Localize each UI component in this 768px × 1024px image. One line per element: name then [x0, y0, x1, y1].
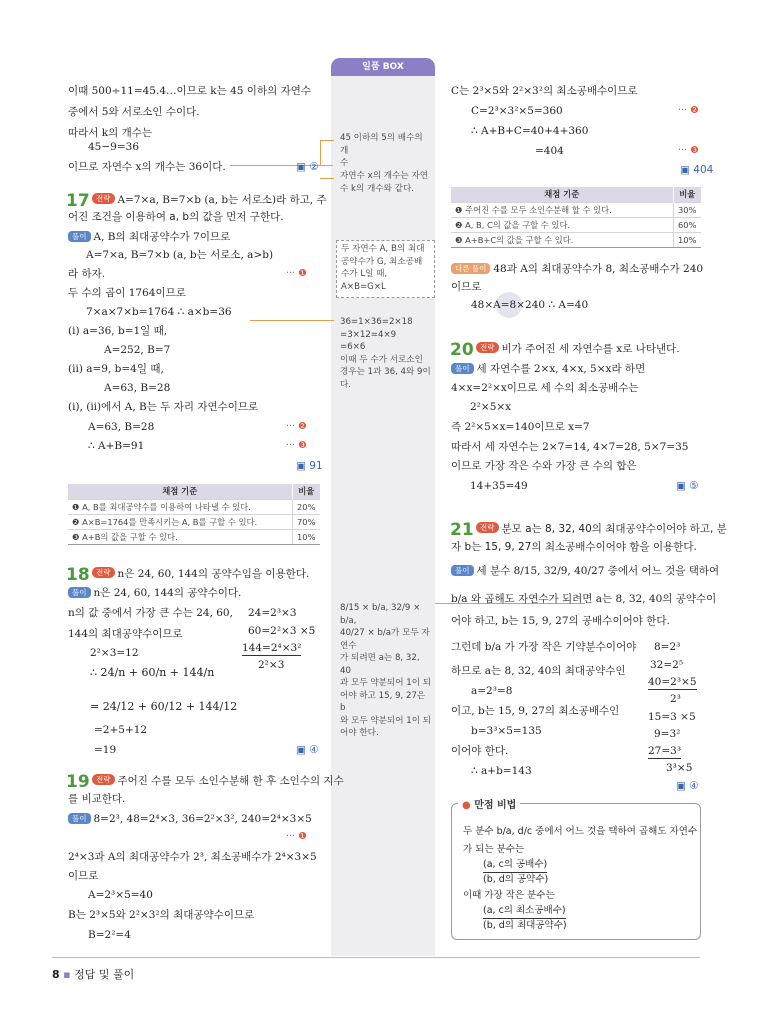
- strategy-badge: 전략: [92, 193, 115, 204]
- text-line: 이므로 자연수 x의 개수는 36이다.: [68, 161, 226, 173]
- scoring-table-17: [68, 484, 320, 545]
- strategy-21-line2: 자 b는 15, 9, 27의 최소공배수이어야 함을 이용한다.: [451, 541, 697, 553]
- factor-line: 40=2³×5: [648, 676, 697, 688]
- strategy-21: 전략 분모 a는 8, 32, 40의 최대공약수이어야 하고, 분: [476, 522, 727, 536]
- alt-solution-line: 48×A=8×240 ∴ A=40: [471, 299, 589, 311]
- strategy-19-line2: 를 비교한다.: [68, 793, 126, 805]
- side-note-5: 8/15 × b/a, 32/9 × b/a, 40/27 × b/a가 모두 자연수 가 되려면 a는 8, 32, 40 과 모두 약분되어 1이 되 어야 하고 15, 9, 27은 b 와 모두 약분되어 1이 되 어야 한다.: [340, 603, 432, 738]
- question-number-19: 19: [66, 772, 90, 792]
- text-line: =404: [535, 145, 564, 157]
- solution-line: 풀이 n은 24, 60, 144의 공약수이다.: [68, 586, 241, 600]
- step-marker-1: ··· ❶: [286, 268, 307, 279]
- question-number-18: 18: [66, 565, 90, 585]
- solution-badge: 풀이: [68, 813, 91, 824]
- factor-result: 3³×5: [666, 762, 693, 774]
- factor-line: 8=2³: [654, 641, 681, 653]
- step-marker-3: ··· ❸: [678, 145, 699, 156]
- answer-17: ▣ 91: [296, 460, 323, 472]
- text-line: 따라서 k의 개수는: [68, 127, 153, 139]
- solution-badge: 풀이: [68, 231, 91, 242]
- solution-line: 이어야 한다.: [451, 745, 509, 757]
- tip-fraction-denominator: (b, d의 최대공약수): [483, 920, 567, 931]
- footer-label: 정답 및 풀이: [74, 968, 135, 981]
- tip-text: 두 분수 b/a, d/c 중에서 어느 것을 택하여 곱해도 자연수: [463, 826, 698, 837]
- solution-line: A=63, B=28: [104, 382, 171, 394]
- solution-line: ∴ a+b=143: [471, 765, 532, 777]
- solution-line: n의 값 중에서 가장 큰 수는 24, 60,: [68, 607, 233, 619]
- factor-result: 2²×3: [258, 659, 285, 671]
- side-note-1: 45 이하의 5의 배수의 개 수: [340, 133, 423, 168]
- table-header: 채점 기준: [68, 484, 292, 499]
- solution-line: 따라서 세 자연수는 2×7=14, 4×7=28, 5×7=35: [451, 441, 689, 453]
- question-number-17: 17: [66, 191, 90, 211]
- solution-line: 풀이 A, B의 최대공약수가 7이므로: [68, 230, 230, 244]
- solution-line: 4×x=2²×x이므로 세 수의 최소공배수는: [451, 382, 639, 394]
- text-line: C는 2³×5와 2²×3²의 최소공배수이므로: [451, 85, 638, 97]
- scoring-table-19: [451, 187, 701, 248]
- answer-19: ▣ 404: [680, 164, 714, 176]
- strategy-19: 전략 주어진 수를 모두 소인수분해 한 후 소인수의 지수: [92, 774, 344, 788]
- solution-line: a=2³=8: [471, 685, 513, 697]
- strategy-20: 전략 비가 주어진 세 자연수를 x로 나타낸다.: [476, 342, 680, 356]
- text-line: 45−9=36: [88, 141, 139, 153]
- solution-line: 라 하자.: [68, 268, 106, 280]
- table-row: ❸ A+B+C의 값을 구할 수 있다. 10%: [451, 232, 701, 247]
- text-line: 이때 500÷11=45.4…이므로 k는 45 이하의 자연수: [68, 85, 312, 97]
- solution-line: A=2³×5=40: [88, 889, 153, 901]
- table-row: ❷ A, B, C의 값을 구할 수 있다. 60%: [451, 217, 701, 232]
- solution-line: A=252, B=7: [104, 344, 171, 356]
- footer-rule: [52, 957, 700, 958]
- solution-line: ∴ 24/n + 60/n + 144/n: [90, 666, 215, 679]
- tip-fraction-numerator: (a, c의 공배수): [483, 858, 547, 873]
- solution-line: 144의 최대공약수이므로: [68, 628, 183, 640]
- tip-title: ● 만점 비법: [458, 796, 520, 811]
- solution-line: B는 2³×5와 2²×3²의 최대공약수이므로: [68, 909, 255, 921]
- factor-line: 9=3²: [654, 728, 681, 740]
- solution-line: 풀이 8=2³, 48=2⁴×3, 36=2²×3², 240=2⁴×3×5: [68, 812, 312, 826]
- strategy-badge: 전략: [92, 774, 115, 785]
- side-note-3: 두 자연수 A, B의 최대 공약수가 G, 최소공배 수가 L일 때, A×B=G×L: [336, 240, 435, 298]
- side-note-2: 자연수 x의 개수는 자연 수 k의 개수와 같다.: [340, 171, 428, 194]
- answer-20: ▣ ⑤: [676, 480, 699, 492]
- answer-16: ▣ ②: [296, 161, 319, 173]
- table-row: ❷ A×B=1764를 만족시키는 A, B를 구할 수 있다. 70%: [68, 514, 320, 529]
- side-notes-column: [331, 75, 435, 956]
- lightbulb-icon: ●: [462, 800, 471, 811]
- alt-solution-line: 다른 풀이 48과 A의 최대공약수가 8, 최소공배수가 240: [451, 262, 703, 276]
- solution-line: 이므로: [68, 870, 99, 882]
- text-line: ∴ A+B+C=40+4+360: [471, 125, 589, 137]
- strategy-badge: 전략: [476, 342, 499, 353]
- alt-solution-badge: 다른 풀이: [451, 263, 490, 274]
- solution-line: 7×a×7×b=1764 ∴ a×b=36: [86, 306, 232, 318]
- connector-line: [320, 178, 334, 179]
- strategy-badge: 전략: [92, 567, 115, 578]
- solution-badge: 풀이: [451, 363, 474, 374]
- table-header: 비율: [673, 187, 701, 202]
- solution-line: 풀이 세 자연수를 2×x, 4×x, 5×x라 하면: [451, 362, 645, 376]
- tip-fraction-numerator: (a, c의 최소공배수): [483, 904, 566, 919]
- factor-line: 24=2³×3: [248, 607, 297, 619]
- solution-line: =19: [94, 744, 117, 756]
- solution-line: 어야 하고, b는 15, 9, 27의 공배수이어야 한다.: [451, 615, 670, 627]
- tip-text: 이때 가장 작은 분수는: [463, 890, 555, 901]
- solution-line: 이고, b는 15, 9, 27의 최소공배수인: [451, 705, 620, 717]
- factor-line: 32=2⁵: [650, 659, 684, 671]
- solution-line: 14+35=49: [470, 480, 528, 492]
- solution-line: 그런데 b/a 가 가장 작은 기약분수이어야: [451, 641, 637, 653]
- text-line: 중에서 5와 서로소인 수이다.: [68, 106, 200, 118]
- solution-line: (ii) a=9, b=4일 때,: [68, 363, 164, 375]
- solution-line: (i), (ii)에서 A, B는 두 자리 자연수이므로: [68, 401, 259, 413]
- connector-line: [320, 140, 321, 166]
- solution-line: b/a 와 곱해도 자연수가 되려면 a는 8, 32, 40의 공약수이: [451, 593, 717, 605]
- solution-line: 2²×5×x: [470, 401, 512, 413]
- step-marker-2: ··· ❷: [286, 421, 307, 432]
- solution-line: ∴ A+B=91: [88, 440, 145, 452]
- table-row: ❸ A+B의 값을 구할 수 있다. 10%: [68, 529, 320, 544]
- strategy-18: 전략 n은 24, 60, 144의 공약수임을 이용한다.: [92, 567, 309, 581]
- question-number-20: 20: [450, 340, 474, 360]
- tip-fraction-denominator: (b, d의 공약수): [483, 874, 549, 885]
- solution-line: = 24/12 + 60/12 + 144/12: [90, 700, 238, 713]
- table-header: 비율: [292, 484, 320, 499]
- strategy-17: 전략 A=7×a, B=7×b (a, b는 서로소)라 하고, 주: [92, 193, 327, 207]
- factor-line: 15=3 ×5: [648, 711, 696, 723]
- alt-solution-line: 이므로: [451, 281, 482, 293]
- solution-line: 이므로 가장 작은 수와 가장 큰 수의 합은: [451, 460, 637, 472]
- solution-line: A=7×a, B=7×b (a, b는 서로소, a>b): [86, 249, 274, 261]
- answer-21: ▣ ④: [676, 780, 699, 792]
- solution-line: B=2²=4: [88, 929, 131, 941]
- table-header: 채점 기준: [451, 187, 673, 202]
- question-number-21: 21: [450, 520, 474, 540]
- solution-badge: 풀이: [68, 587, 91, 598]
- step-marker-1: ··· ❶: [286, 831, 307, 842]
- footer: 8 ▪ 정답 및 풀이: [52, 968, 135, 981]
- solution-line: A=63, B=28: [88, 421, 155, 433]
- step-marker-3: ··· ❸: [286, 440, 307, 451]
- factor-line: 144=2⁴×3²: [242, 642, 302, 654]
- solution-line: 두 수의 곱이 1764이므로: [68, 287, 186, 299]
- strategy-badge: 전략: [476, 522, 499, 533]
- table-row: ❶ 주어진 수를 모두 소인수분해 할 수 있다. 30%: [451, 202, 701, 217]
- page-number: 8: [52, 968, 60, 981]
- answer-18: ▣ ④: [296, 744, 319, 756]
- solution-line: (i) a=36, b=1일 때,: [68, 325, 168, 337]
- factor-result: 2³: [670, 693, 681, 705]
- side-note-4: 36=1×36=2×18 =3×12=4×9 =6×6 이때 두 수가 서로소인 경우는 1과 36, 4와 9이 다.: [340, 317, 431, 390]
- factor-line: 27=3³: [648, 745, 682, 757]
- solution-badge: 풀이: [451, 565, 474, 576]
- solution-line: 2⁴×3과 A의 최대공약수가 2³, 최소공배수가 2⁴×3×5: [68, 851, 317, 863]
- solution-line: 하므로 a는 8, 32, 40의 최대공약수인: [451, 665, 626, 677]
- tip-text: 가 되는 분수는: [463, 844, 525, 855]
- solution-line: b=3³×5=135: [471, 725, 542, 737]
- factor-line: 60=2²×3 ×5: [248, 625, 316, 637]
- solution-line: =2+5+12: [94, 724, 148, 736]
- solution-line: 풀이 세 분수 8/15, 32/9, 40/27 중에서 어느 것을 택하여: [451, 564, 719, 578]
- step-marker-2: ··· ❷: [678, 105, 699, 116]
- strategy-17-line2: 어진 조건을 이용하여 a, b의 값을 먼저 구한다.: [68, 211, 284, 223]
- text-line: C=2³×3²×5=360: [471, 105, 563, 117]
- box-tab: 일품 BOX: [331, 58, 435, 76]
- connector-line: [320, 140, 334, 141]
- table-row: ❶ A, B를 최대공약수를 이용하여 나타낼 수 있다. 20%: [68, 499, 320, 514]
- connector-line: [250, 320, 334, 321]
- solution-line: 즉 2²×5×x=140이므로 x=7: [451, 421, 590, 433]
- solution-line: 2²×3=12: [90, 647, 139, 659]
